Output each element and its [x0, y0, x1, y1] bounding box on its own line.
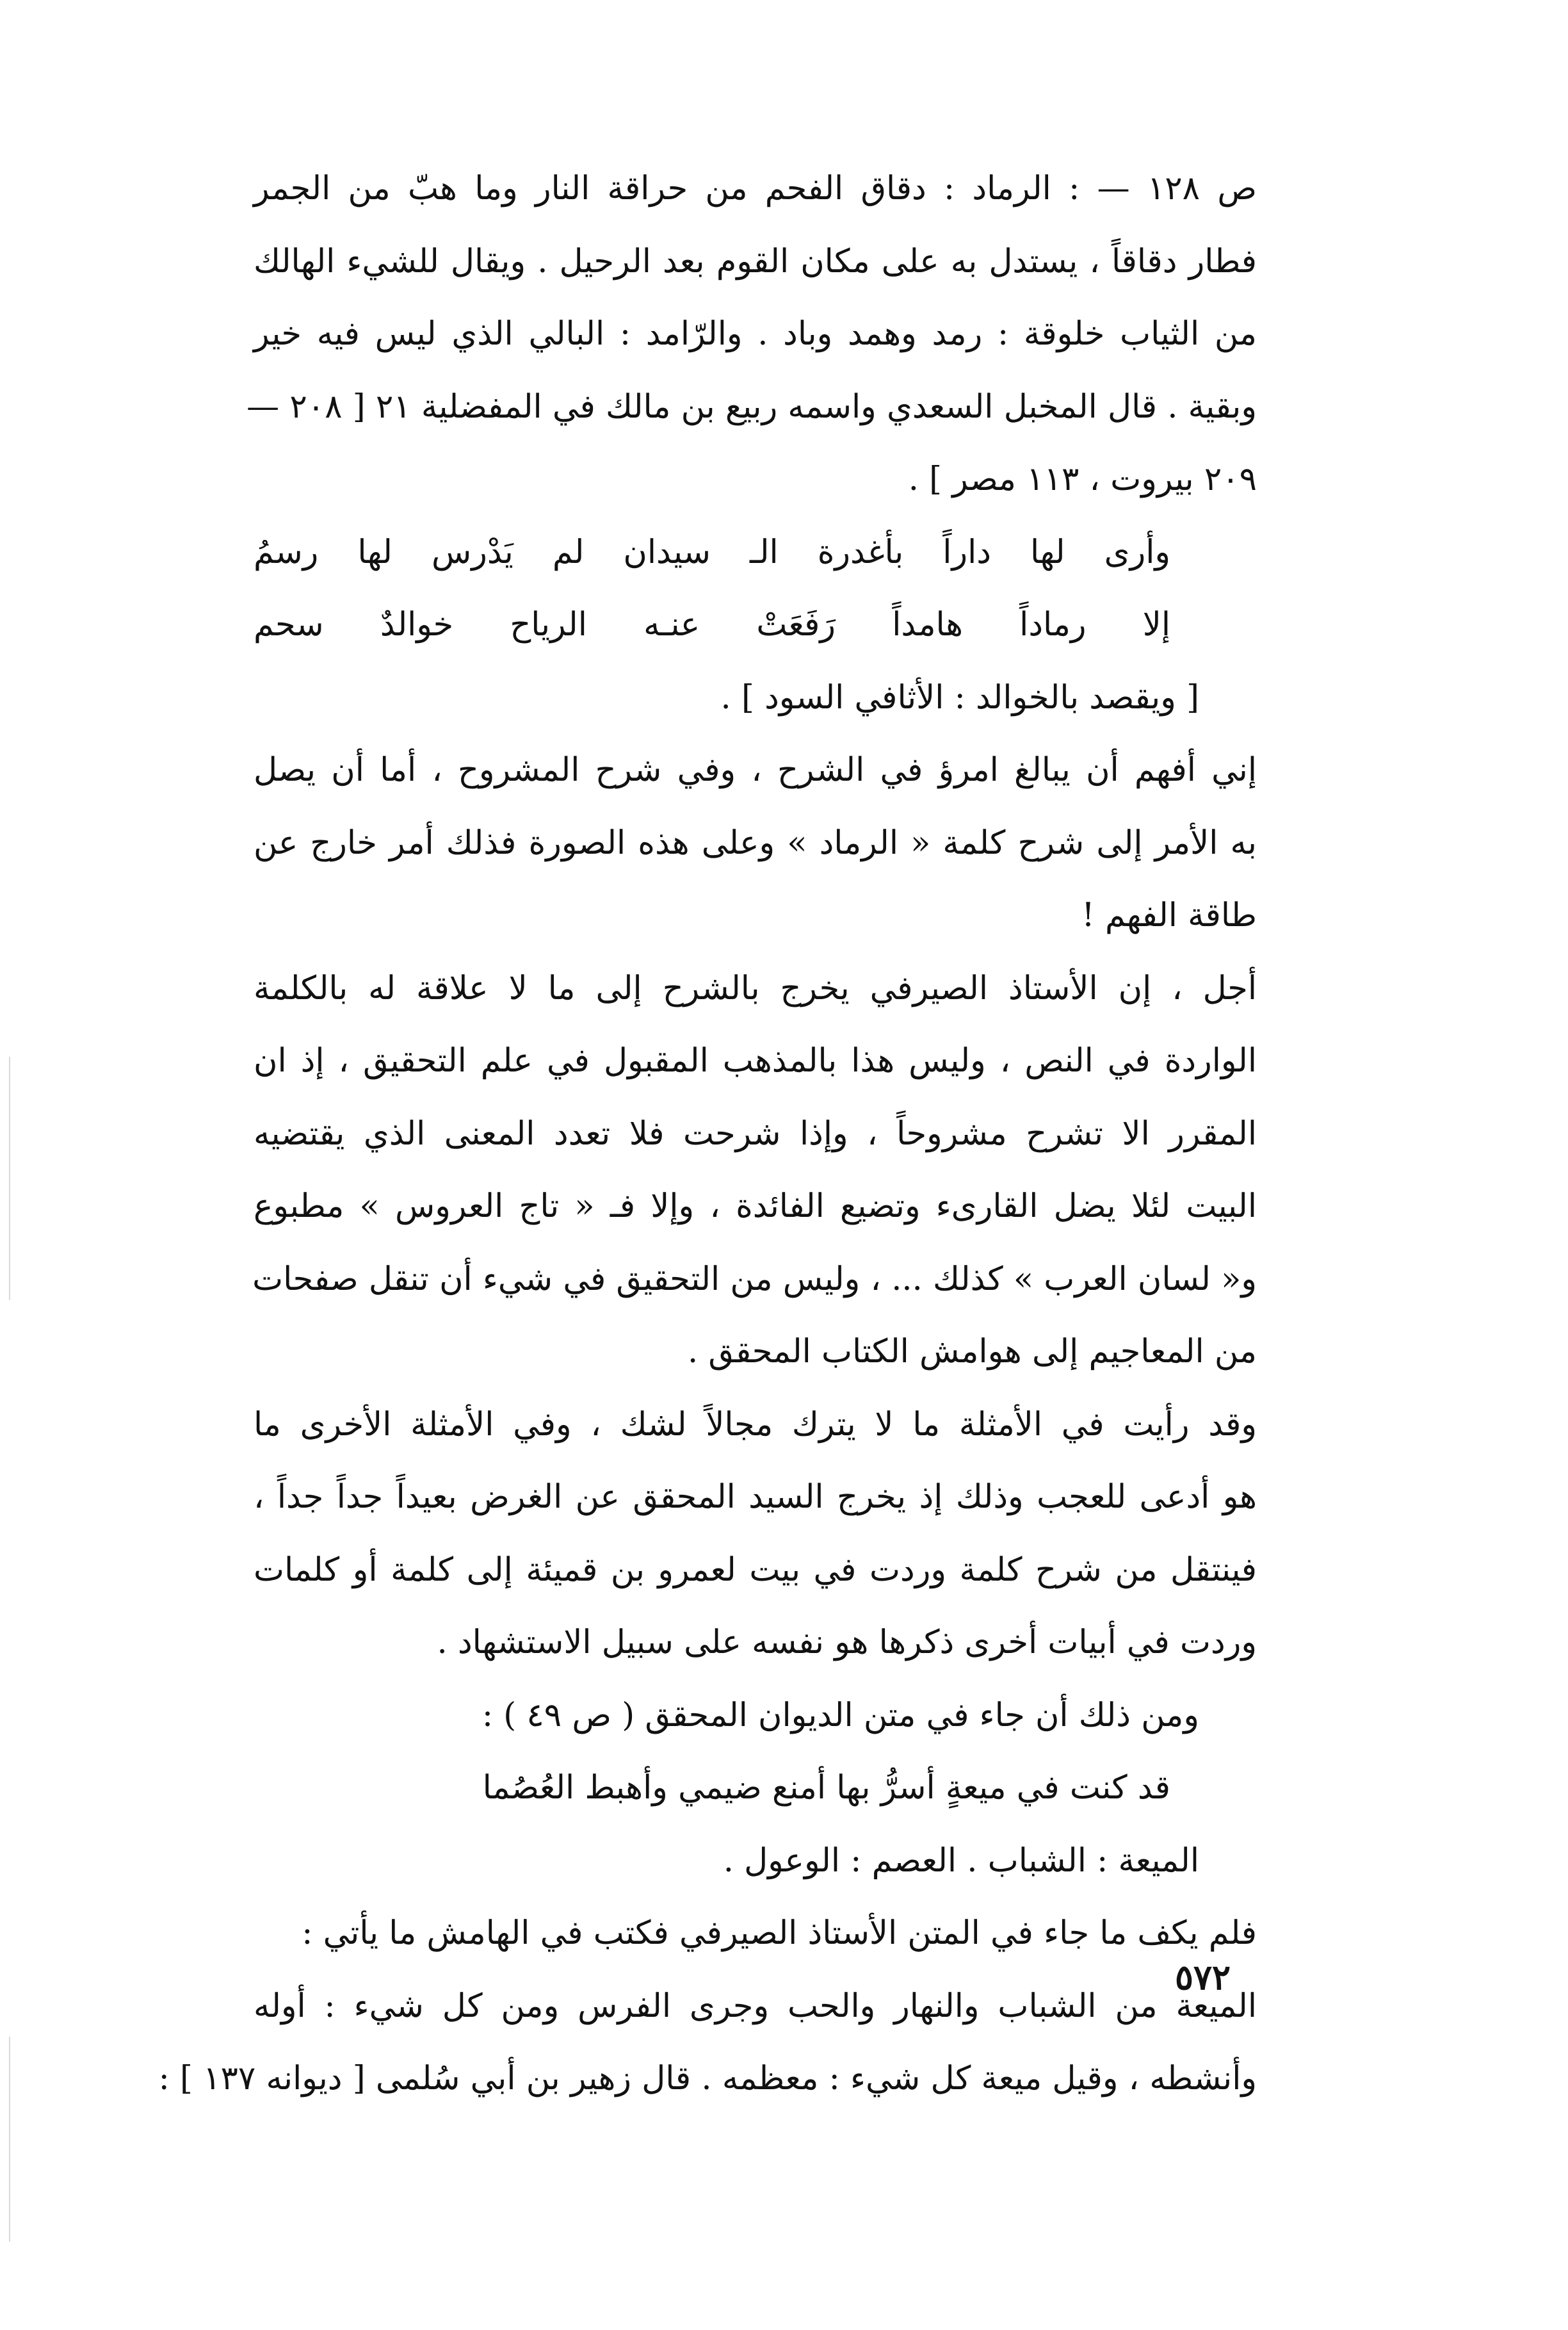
- text-line: فلم يكف ما جاء في المتن الأستاذ الصيرفي فكتب في الهامش ما يأتي :: [302, 1914, 1257, 1952]
- text-line: من المعاجيم إلى هوامش الكتاب المحقق .: [687, 1333, 1257, 1371]
- text-line: وأنشطه ، وقيل ميعة كل شيء : معظمه . قال زهير بن أبي سُلمى [ ديوانه ١٣٧ ] :: [158, 2060, 1257, 2098]
- text-line: به الأمر إلى شرح كلمة « الرماد » وعلى هذه الصورة فذلك أمر خارج عن: [254, 824, 1257, 862]
- text-line: الواردة في النص ، وليس هذا بالمذهب المقبول في علم التحقيق ، إذ ان: [254, 1042, 1257, 1080]
- scan-edge-mark: [9, 2037, 10, 2242]
- text-line: إني أفهم أن يبالغ امرؤ في الشرح ، وفي شرح المشروح ، أما أن يصل: [254, 751, 1257, 789]
- text-line: المقرر الا تشرح مشروحاً ، وإذا شرحت فلا تعدد المعنى الذي يقتضيه: [254, 1114, 1257, 1153]
- text-line: من الثياب خلوقة : رمد وهمد وباد . والرّامد : البالي الذي ليس فيه خير: [254, 315, 1257, 353]
- text-line: وردت في أبيات أخرى ذكرها هو نفسه على سبيل الاستشهاد .: [437, 1624, 1257, 1661]
- text-line: وقد رأيت في الأمثلة ما لا يترك مجالاً لشك ، وفي الأمثلة الأخرى ما: [254, 1405, 1257, 1444]
- text-line: فينتقل من شرح كلمة وردت في بيت لعمرو بن قميئة إلى كلمة أو كلمات: [254, 1551, 1257, 1589]
- text-line: هو أدعى للعجب وذلك إذ يخرج السيد المحقق عن الغرض بعيداً جداً جداً ،: [254, 1478, 1257, 1516]
- body-text: [158, 152, 1257, 2115]
- text-line: ٢٠٩ بيروت ، ١١٣ مصر ] .: [908, 460, 1257, 498]
- verse-line: قد كنت في ميعةٍ أسرُّ بها أمنع ضيمي وأهبط العُصُما: [482, 1769, 1170, 1807]
- text-line: الميعة : الشباب . العصم : الوعول .: [723, 1841, 1199, 1880]
- text-line: و« لسان العرب » كذلك ... ، وليس من التحقيق في شيء أن تنقل صفحات: [252, 1260, 1257, 1298]
- text-line: طاقة الفهم !: [1081, 897, 1257, 934]
- verse-line: وأرى لها داراً بأغدرة الـ سيدان لم يَدْرس لها رسمُ: [254, 533, 1170, 571]
- verse-line: إلا رماداً هامداً رَفَعَتْ عنـه الرياح خوالدٌ سحم: [254, 606, 1170, 644]
- text-line: فطار دقاقاً ، يستدل به على مكان القوم بعد الرحيل . ويقال للشيء الهالك: [254, 242, 1257, 281]
- text-line: الميعة من الشباب والنهار والحب وجرى الفرس ومن كل شيء : أوله: [254, 1987, 1257, 2025]
- text-line: ص ١٢٨ — : الرماد : دقاق الفحم من حراقة النار وما هبّ من الجمر: [254, 170, 1257, 208]
- text-line: [ ويقصد بالخوالد : الأثافي السود ] .: [720, 678, 1199, 717]
- text-line: البيت لئلا يضل القارىء وتضيع الفائدة ، وإلا فـ « تاج العروس » مطبوع: [254, 1187, 1257, 1225]
- scan-edge-mark: [9, 1057, 10, 1300]
- page-number: ٥٧٢: [1175, 1957, 1231, 1998]
- text-line: ومن ذلك أن جاء في متن الديوان المحقق ( ص ٤٩ ) :: [481, 1696, 1199, 1734]
- text-line: وبقية . قال المخبل السعدي واسمه ربيع بن مالك في المفضلية ٢١ [ ٢٠٨ —: [247, 387, 1257, 426]
- text-line: أجل ، إن الأستاذ الصيرفي يخرج بالشرح إلى ما لا علاقة له بالكلمة: [254, 969, 1257, 1007]
